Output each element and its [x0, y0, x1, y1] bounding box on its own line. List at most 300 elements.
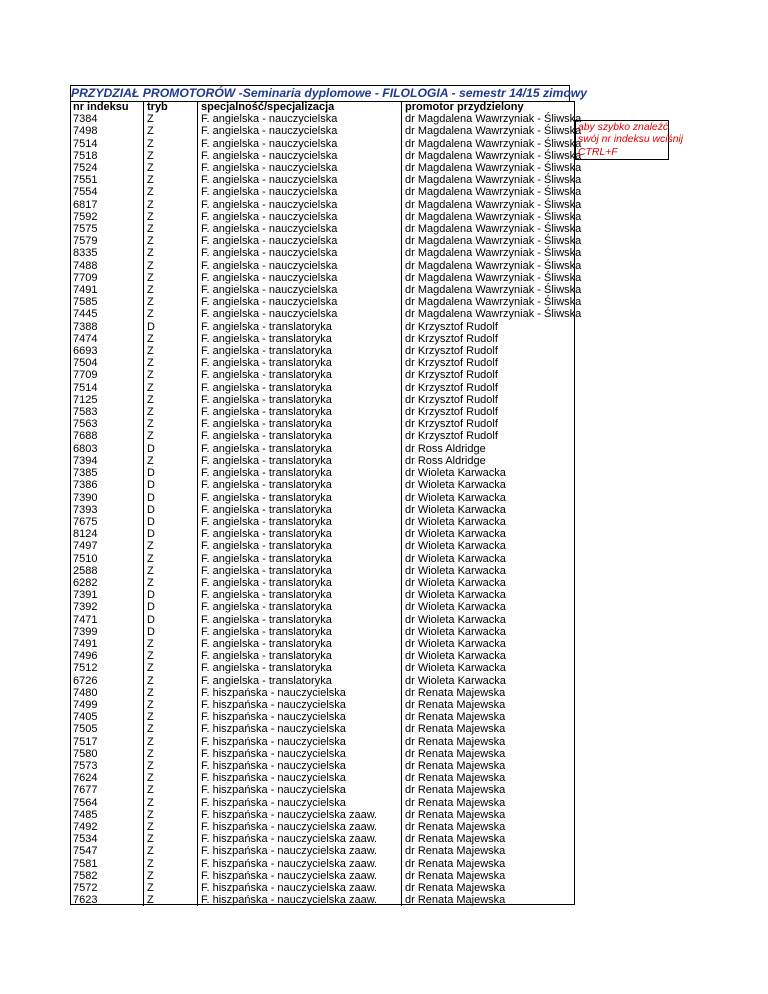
table-row: [70, 138, 590, 150]
mode-cell: Z: [144, 199, 198, 211]
table-row: [70, 882, 590, 894]
mode-cell: D: [144, 467, 198, 479]
index-cell: 7514: [73, 381, 98, 394]
mode-cell: Z: [144, 430, 198, 442]
supervisor-cell: dr Renata Majewska: [402, 748, 591, 760]
specialization-cell: F. angielska - translatoryka: [198, 357, 402, 369]
supervisor-cell: dr Renata Majewska: [402, 760, 591, 772]
index-cell: 7488: [73, 259, 98, 272]
mode-cell: Z: [144, 333, 198, 345]
specialization-cell: F. hiszpańska - nauczycielska zaaw.: [198, 858, 402, 870]
index-cell: 7547: [73, 845, 98, 858]
specialization-cell: F. angielska - nauczycielska: [198, 125, 402, 137]
table-row: [70, 260, 590, 272]
index-cell: 7497: [73, 540, 98, 553]
specialization-cell: F. hiszpańska - nauczycielska: [198, 699, 402, 711]
mode-cell: Z: [144, 858, 198, 870]
table-row: [70, 858, 590, 870]
table-row: [70, 760, 590, 772]
supervisor-cell: dr Wioleta Karwacka: [402, 492, 591, 504]
index-cell: 7623: [73, 894, 98, 907]
index-cell: 7563: [73, 418, 98, 431]
index-cell: 7579: [73, 235, 98, 248]
specialization-cell: F. angielska - nauczycielska: [198, 284, 402, 296]
table-row: [70, 736, 590, 748]
supervisor-cell: dr Wioleta Karwacka: [402, 601, 591, 613]
mode-cell: D: [144, 504, 198, 516]
mode-cell: Z: [144, 357, 198, 369]
specialization-cell: F. hiszpańska - nauczycielska: [198, 711, 402, 723]
mode-cell: Z: [144, 748, 198, 760]
index-cell: 7624: [73, 772, 98, 785]
supervisor-cell: dr Magdalena Wawrzyniak - Śliwska: [402, 186, 591, 198]
supervisor-cell: dr Magdalena Wawrzyniak - Śliwska: [402, 174, 591, 186]
index-cell: 7688: [73, 430, 98, 443]
mode-cell: Z: [144, 809, 198, 821]
table-row: [70, 553, 590, 565]
mode-cell: Z: [144, 638, 198, 650]
header-row: [70, 101, 590, 113]
mode-cell: Z: [144, 723, 198, 735]
table-row: [70, 870, 590, 882]
mode-cell: Z: [144, 797, 198, 809]
supervisor-cell: dr Krzysztof Rudolf: [402, 382, 591, 394]
mode-cell: Z: [144, 162, 198, 174]
supervisor-cell: dr Wioleta Karwacka: [402, 650, 591, 662]
header-index: nr indeksu: [73, 101, 129, 113]
mode-cell: Z: [144, 870, 198, 882]
specialization-cell: F. hiszpańska - nauczycielska zaaw.: [198, 882, 402, 894]
index-cell: 7499: [73, 698, 98, 711]
supervisor-cell: dr Wioleta Karwacka: [402, 614, 591, 626]
specialization-cell: F. angielska - translatoryka: [198, 638, 402, 650]
mode-cell: Z: [144, 772, 198, 784]
supervisor-cell: dr Krzysztof Rudolf: [402, 333, 591, 345]
supervisor-cell: dr Krzysztof Rudolf: [402, 345, 591, 357]
specialization-cell: F. angielska - nauczycielska: [198, 211, 402, 223]
index-cell: 7505: [73, 723, 98, 736]
specialization-cell: F. angielska - nauczycielska: [198, 308, 402, 320]
table-row: [70, 699, 590, 711]
table-row: [70, 211, 590, 223]
index-cell: 7677: [73, 784, 98, 797]
table-row: [70, 845, 590, 857]
mode-cell: D: [144, 601, 198, 613]
mode-cell: Z: [144, 272, 198, 284]
supervisor-cell: dr Renata Majewska: [402, 711, 591, 723]
supervisor-cell: dr Wioleta Karwacka: [402, 626, 591, 638]
mode-cell: Z: [144, 687, 198, 699]
table-row: [70, 492, 590, 504]
table-row: [70, 467, 590, 479]
mode-cell: D: [144, 626, 198, 638]
assignment-table: [70, 101, 590, 906]
supervisor-cell: dr Magdalena Wawrzyniak - Śliwska: [402, 308, 591, 320]
mode-cell: Z: [144, 223, 198, 235]
index-cell: 6282: [73, 576, 98, 589]
supervisor-cell: dr Magdalena Wawrzyniak - Śliwska: [402, 223, 591, 235]
index-cell: 7581: [73, 857, 98, 870]
index-cell: 7492: [73, 820, 98, 833]
index-cell: 7498: [73, 125, 98, 138]
index-cell: 7386: [73, 479, 98, 492]
specialization-cell: F. angielska - nauczycielska: [198, 113, 402, 125]
table-body: [70, 113, 590, 906]
note-line: aby szybko znaleźć: [578, 122, 669, 133]
specialization-cell: F. angielska - nauczycielska: [198, 174, 402, 186]
index-cell: 7524: [73, 162, 98, 175]
supervisor-cell: dr Magdalena Wawrzyniak - Śliwska: [402, 150, 591, 162]
supervisor-cell: dr Krzysztof Rudolf: [402, 321, 591, 333]
index-cell: 7390: [73, 491, 98, 504]
table-row: [70, 382, 590, 394]
table-row: [70, 540, 590, 552]
supervisor-cell: dr Renata Majewska: [402, 723, 591, 735]
supervisor-cell: dr Wioleta Karwacka: [402, 662, 591, 674]
index-cell: 7534: [73, 833, 98, 846]
mode-cell: Z: [144, 138, 198, 150]
table-row: [70, 345, 590, 357]
index-cell: 7496: [73, 650, 98, 663]
table-row: [70, 797, 590, 809]
table-row: [70, 125, 590, 137]
mode-cell: D: [144, 479, 198, 491]
supervisor-cell: dr Magdalena Wawrzyniak - Śliwska: [402, 199, 591, 211]
table-row: [70, 711, 590, 723]
mode-cell: Z: [144, 784, 198, 796]
mode-cell: D: [144, 516, 198, 528]
mode-cell: Z: [144, 186, 198, 198]
table-row: [70, 638, 590, 650]
mode-cell: D: [144, 492, 198, 504]
specialization-cell: F. angielska - nauczycielska: [198, 162, 402, 174]
supervisor-cell: dr Wioleta Karwacka: [402, 540, 591, 552]
index-cell: 7480: [73, 686, 98, 699]
specialization-cell: F. angielska - translatoryka: [198, 675, 402, 687]
supervisor-cell: dr Magdalena Wawrzyniak - Śliwska: [402, 296, 591, 308]
index-cell: 7583: [73, 406, 98, 419]
specialization-cell: F. hiszpańska - nauczycielska zaaw.: [198, 821, 402, 833]
mode-cell: Z: [144, 382, 198, 394]
supervisor-cell: dr Magdalena Wawrzyniak - Śliwska: [402, 235, 591, 247]
specialization-cell: F. hiszpańska - nauczycielska: [198, 723, 402, 735]
mode-cell: Z: [144, 650, 198, 662]
specialization-cell: F. angielska - translatoryka: [198, 553, 402, 565]
specialization-cell: F. angielska - nauczycielska: [198, 150, 402, 162]
specialization-cell: F. hiszpańska - nauczycielska zaaw.: [198, 833, 402, 845]
supervisor-cell: dr Magdalena Wawrzyniak - Śliwska: [402, 284, 591, 296]
table-row: [70, 272, 590, 284]
table-row: [70, 675, 590, 687]
table-row: [70, 199, 590, 211]
table-row: [70, 186, 590, 198]
mode-cell: Z: [144, 125, 198, 137]
supervisor-cell: dr Renata Majewska: [402, 845, 591, 857]
supervisor-cell: dr Renata Majewska: [402, 821, 591, 833]
table-row: [70, 455, 590, 467]
supervisor-cell: dr Krzysztof Rudolf: [402, 394, 591, 406]
specialization-cell: F. angielska - translatoryka: [198, 394, 402, 406]
specialization-cell: F. angielska - translatoryka: [198, 565, 402, 577]
specialization-cell: F. hiszpańska - nauczycielska: [198, 784, 402, 796]
specialization-cell: F. angielska - nauczycielska: [198, 296, 402, 308]
index-cell: 8335: [73, 247, 98, 260]
index-cell: 7592: [73, 210, 98, 223]
mode-cell: Z: [144, 553, 198, 565]
supervisor-cell: dr Wioleta Karwacka: [402, 553, 591, 565]
supervisor-cell: dr Krzysztof Rudolf: [402, 430, 591, 442]
specialization-cell: F. hiszpańska - nauczycielska: [198, 748, 402, 760]
mode-cell: Z: [144, 711, 198, 723]
table-row: [70, 772, 590, 784]
mode-cell: Z: [144, 113, 198, 125]
table-row: [70, 784, 590, 796]
table-row: [70, 833, 590, 845]
index-cell: 7573: [73, 759, 98, 772]
mode-cell: Z: [144, 882, 198, 894]
index-cell: 7510: [73, 552, 98, 565]
supervisor-cell: dr Renata Majewska: [402, 699, 591, 711]
specialization-cell: F. angielska - nauczycielska: [198, 186, 402, 198]
index-cell: 7518: [73, 149, 98, 162]
supervisor-cell: dr Wioleta Karwacka: [402, 467, 591, 479]
table-row: [70, 443, 590, 455]
index-cell: 7392: [73, 601, 98, 614]
supervisor-cell: dr Renata Majewska: [402, 894, 591, 906]
mode-cell: D: [144, 589, 198, 601]
index-cell: 6803: [73, 442, 98, 455]
table-row: [70, 430, 590, 442]
supervisor-cell: dr Krzysztof Rudolf: [402, 406, 591, 418]
specialization-cell: F. angielska - translatoryka: [198, 333, 402, 345]
specialization-cell: F. angielska - translatoryka: [198, 528, 402, 540]
specialization-cell: F. hiszpańska - nauczycielska: [198, 736, 402, 748]
index-cell: 7709: [73, 369, 98, 382]
specialization-cell: F. angielska - translatoryka: [198, 540, 402, 552]
specialization-cell: F. angielska - nauczycielska: [198, 223, 402, 235]
index-cell: 7675: [73, 515, 98, 528]
index-cell: 7445: [73, 308, 98, 321]
supervisor-cell: dr Wioleta Karwacka: [402, 479, 591, 491]
index-cell: 7517: [73, 735, 98, 748]
index-cell: 6693: [73, 345, 98, 358]
supervisor-cell: dr Krzysztof Rudolf: [402, 369, 591, 381]
table-row: [70, 333, 590, 345]
table-row: [70, 504, 590, 516]
index-cell: 7405: [73, 711, 98, 724]
specialization-cell: F. angielska - translatoryka: [198, 601, 402, 613]
index-cell: 7394: [73, 454, 98, 467]
table-row: [70, 687, 590, 699]
index-cell: 7474: [73, 332, 98, 345]
index-cell: 7554: [73, 186, 98, 199]
mode-cell: Z: [144, 406, 198, 418]
mode-cell: Z: [144, 833, 198, 845]
index-cell: 8124: [73, 528, 98, 541]
table-row: [70, 516, 590, 528]
search-hint-note: [575, 120, 684, 160]
index-cell: 7709: [73, 271, 98, 284]
specialization-cell: F. angielska - translatoryka: [198, 430, 402, 442]
mode-cell: Z: [144, 369, 198, 381]
specialization-cell: F. angielska - nauczycielska: [198, 272, 402, 284]
table-row: [70, 528, 590, 540]
index-cell: 2588: [73, 564, 98, 577]
mode-cell: Z: [144, 418, 198, 430]
supervisor-cell: dr Renata Majewska: [402, 797, 591, 809]
specialization-cell: F. angielska - translatoryka: [198, 516, 402, 528]
mode-cell: Z: [144, 699, 198, 711]
mode-cell: Z: [144, 760, 198, 772]
supervisor-cell: dr Renata Majewska: [402, 687, 591, 699]
index-cell: 7391: [73, 589, 98, 602]
specialization-cell: F. hiszpańska - nauczycielska: [198, 797, 402, 809]
index-cell: 7399: [73, 625, 98, 638]
table-row: [70, 650, 590, 662]
specialization-cell: F. hiszpańska - nauczycielska zaaw.: [198, 809, 402, 821]
specialization-cell: F. angielska - nauczycielska: [198, 235, 402, 247]
specialization-cell: F. angielska - translatoryka: [198, 577, 402, 589]
mode-cell: Z: [144, 675, 198, 687]
table-row: [70, 589, 590, 601]
header-supervisor: promotor przydzielony: [402, 101, 591, 113]
mode-cell: Z: [144, 662, 198, 674]
specialization-cell: F. angielska - translatoryka: [198, 626, 402, 638]
table-row: [70, 150, 590, 162]
index-cell: 7582: [73, 869, 98, 882]
specialization-cell: F. angielska - translatoryka: [198, 345, 402, 357]
supervisor-cell: dr Wioleta Karwacka: [402, 504, 591, 516]
table-row: [70, 369, 590, 381]
specialization-cell: F. hiszpańska - nauczycielska zaaw.: [198, 845, 402, 857]
supervisor-cell: dr Renata Majewska: [402, 833, 591, 845]
mode-cell: Z: [144, 260, 198, 272]
supervisor-cell: dr Renata Majewska: [402, 772, 591, 784]
table-row: [70, 284, 590, 296]
table-row: [70, 223, 590, 235]
supervisor-cell: dr Ross Aldridge: [402, 455, 591, 467]
table-row: [70, 723, 590, 735]
page-title: PRZYDZIAŁ PROMOTORÓW -Seminaria dyplomowe - FILOLOGIA - semestr 14/15 zimowy: [71, 86, 588, 100]
index-cell: 7393: [73, 503, 98, 516]
specialization-cell: F. hiszpańska - nauczycielska zaaw.: [198, 894, 402, 906]
table-row: [70, 247, 590, 259]
specialization-cell: F. angielska - translatoryka: [198, 406, 402, 418]
table-row: [70, 174, 590, 186]
specialization-cell: F. angielska - translatoryka: [198, 418, 402, 430]
specialization-cell: F. angielska - nauczycielska: [198, 260, 402, 272]
supervisor-cell: dr Wioleta Karwacka: [402, 516, 591, 528]
table-row: [70, 894, 590, 906]
header-specialization: specjalność/specjalizacja: [198, 101, 402, 113]
table-row: [70, 394, 590, 406]
note-line: swój nr indeksu wciśnij: [578, 134, 684, 146]
table-row: [70, 357, 590, 369]
specialization-cell: F. angielska - translatoryka: [198, 614, 402, 626]
specialization-cell: F. angielska - translatoryka: [198, 479, 402, 491]
supervisor-cell: dr Magdalena Wawrzyniak - Śliwska: [402, 138, 591, 150]
table-row: [70, 577, 590, 589]
index-cell: 7512: [73, 662, 98, 675]
index-cell: 7551: [73, 174, 98, 187]
mode-cell: Z: [144, 308, 198, 320]
mode-cell: Z: [144, 247, 198, 259]
mode-cell: Z: [144, 235, 198, 247]
supervisor-cell: dr Ross Aldridge: [402, 443, 591, 455]
supervisor-cell: dr Wioleta Karwacka: [402, 528, 591, 540]
index-cell: 7585: [73, 296, 98, 309]
mode-cell: Z: [144, 565, 198, 577]
table-row: [70, 406, 590, 418]
mode-cell: Z: [144, 455, 198, 467]
mode-cell: Z: [144, 736, 198, 748]
mode-cell: Z: [144, 284, 198, 296]
mode-cell: Z: [144, 174, 198, 186]
supervisor-cell: dr Wioleta Karwacka: [402, 577, 591, 589]
table-row: [70, 235, 590, 247]
index-cell: 7125: [73, 393, 98, 406]
table-row: [70, 113, 590, 125]
table-row: [70, 748, 590, 760]
supervisor-cell: dr Renata Majewska: [402, 736, 591, 748]
specialization-cell: F. hiszpańska - nauczycielska: [198, 772, 402, 784]
table-row: [70, 479, 590, 491]
supervisor-cell: dr Renata Majewska: [402, 882, 591, 894]
specialization-cell: F. angielska - nauczycielska: [198, 138, 402, 150]
mode-cell: Z: [144, 211, 198, 223]
table-row: [70, 418, 590, 430]
mode-cell: D: [144, 443, 198, 455]
specialization-cell: F. angielska - translatoryka: [198, 650, 402, 662]
specialization-cell: F. angielska - translatoryka: [198, 321, 402, 333]
index-cell: 7471: [73, 613, 98, 626]
supervisor-cell: dr Wioleta Karwacka: [402, 638, 591, 650]
supervisor-cell: dr Wioleta Karwacka: [402, 675, 591, 687]
index-cell: 7575: [73, 223, 98, 236]
specialization-cell: F. angielska - nauczycielska: [198, 199, 402, 211]
supervisor-cell: dr Renata Majewska: [402, 784, 591, 796]
mode-cell: Z: [144, 577, 198, 589]
supervisor-cell: dr Wioleta Karwacka: [402, 565, 591, 577]
supervisor-cell: dr Krzysztof Rudolf: [402, 418, 591, 430]
table-row: [70, 308, 590, 320]
mode-cell: D: [144, 614, 198, 626]
specialization-cell: F. hiszpańska - nauczycielska: [198, 760, 402, 772]
supervisor-cell: dr Magdalena Wawrzyniak - Śliwska: [402, 260, 591, 272]
mode-cell: Z: [144, 540, 198, 552]
index-cell: 7580: [73, 747, 98, 760]
mode-cell: Z: [144, 296, 198, 308]
table-row: [70, 614, 590, 626]
table-row: [70, 162, 590, 174]
specialization-cell: F. angielska - translatoryka: [198, 589, 402, 601]
index-cell: 7564: [73, 796, 98, 809]
index-cell: 7572: [73, 882, 98, 894]
supervisor-cell: dr Renata Majewska: [402, 870, 591, 882]
table-row: [70, 626, 590, 638]
index-cell: 7491: [73, 284, 98, 297]
index-cell: 7385: [73, 467, 98, 480]
table-row: [70, 809, 590, 821]
mode-cell: Z: [144, 821, 198, 833]
mode-cell: D: [144, 528, 198, 540]
table-row: [70, 565, 590, 577]
header-mode: tryb: [144, 101, 198, 113]
table-row: [70, 821, 590, 833]
supervisor-cell: dr Magdalena Wawrzyniak - Śliwska: [402, 247, 591, 259]
specialization-cell: F. angielska - translatoryka: [198, 455, 402, 467]
specialization-cell: F. angielska - nauczycielska: [198, 247, 402, 259]
